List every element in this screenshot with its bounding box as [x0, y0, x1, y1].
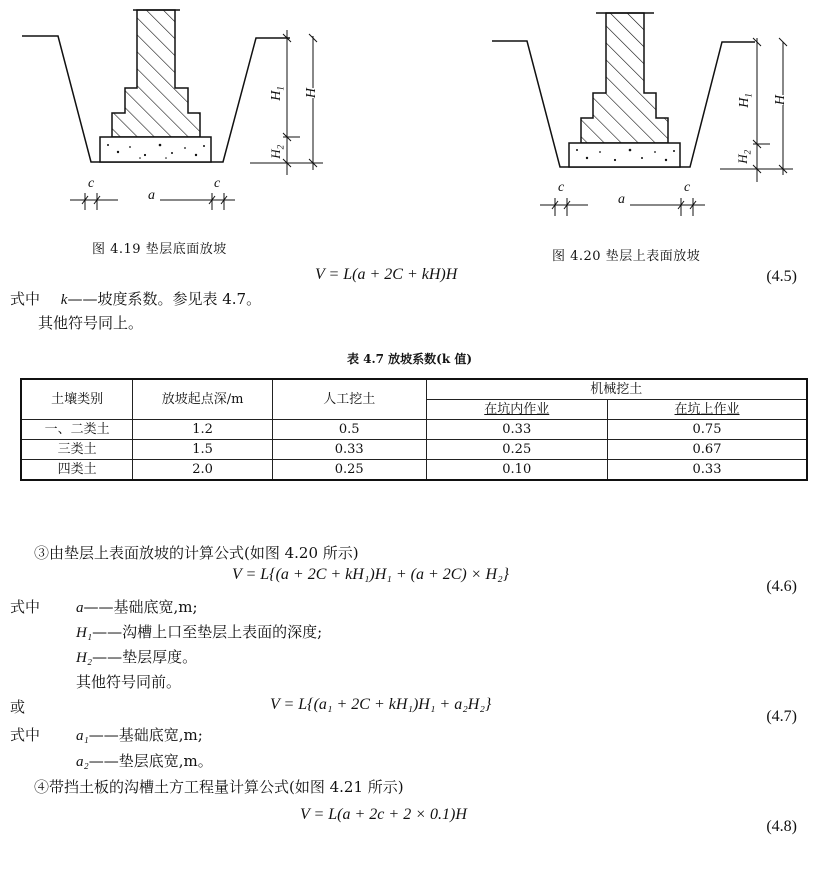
cell-soil: 三类土 [21, 440, 133, 460]
equation-4-7-number: (4.7) [766, 708, 797, 725]
table-4-7-title: 表 4.7 放坡系数(k 值) [346, 352, 473, 366]
table-header-row-1 [21, 379, 807, 400]
eq45-where-line [10, 288, 261, 309]
where-prefix: 式中 [10, 290, 41, 308]
fig420-label-h: H [773, 94, 789, 106]
table-row [21, 460, 807, 481]
def-a2: a₂——垫层底宽,m。 [76, 752, 213, 770]
fig419-label-c-right: c [214, 176, 221, 191]
figure-4-20-drawing [410, 0, 819, 230]
equation-4-8: V = L(a + 2c + 2 × 0.1)H [300, 806, 467, 823]
cell-on-pit: 0.75 [608, 420, 807, 440]
cell-manual: 0.5 [272, 420, 426, 440]
fig419-label-h2: $H_2$ [268, 144, 286, 159]
cell-in-pit: 0.25 [426, 440, 608, 460]
fig420-label-h2: $H_2$ [735, 149, 753, 164]
cell-soil: 一、二类土 [21, 420, 133, 440]
cell-depth: 2.0 [133, 460, 273, 481]
slope-coefficient-table [20, 378, 808, 481]
eq47-where-prefix: 式中 [10, 726, 41, 744]
def-h1: H₁——沟槽上口至垫层上表面的深度; [76, 623, 323, 641]
header-mechanical: 机械挖土 [426, 379, 807, 400]
fig419-label-c-left: c [88, 176, 95, 191]
cell-manual: 0.33 [272, 440, 426, 460]
cell-soil: 四类土 [21, 460, 133, 481]
cell-in-pit: 0.33 [426, 420, 608, 440]
fig419-label-a: a [148, 188, 155, 203]
fig420-label-c-left: c [558, 180, 565, 195]
cell-depth: 1.2 [133, 420, 273, 440]
cell-on-pit: 0.33 [608, 460, 807, 481]
def-h2: H₂——垫层厚度。 [76, 648, 198, 666]
def-a1: a₁——基础底宽,m; [76, 726, 203, 744]
figure-4-19-caption: 图 4.19 垫层底面放坡 [92, 242, 227, 257]
fig419-label-h: H [304, 87, 320, 99]
def-a: a——基础底宽,m; [76, 598, 198, 616]
fig420-label-h1: $H_1$ [736, 93, 754, 108]
header-start-depth: 放坡起点深/m [133, 379, 273, 420]
section-3-other-symbols: 其他符号同前。 [76, 673, 182, 691]
header-in-pit: 在坑内作业 [426, 400, 608, 420]
section-4-heading: ④带挡土板的沟槽土方工程量计算公式(如图 4.21 所示) [34, 778, 404, 796]
fig420-label-c-right: c [684, 180, 691, 195]
equation-4-5-number: (4.5) [766, 268, 797, 285]
cell-on-pit: 0.67 [608, 440, 807, 460]
equation-4-7: V = L{(a₁ + 2C + kH₁)H₁ + a₂H₂} [270, 696, 492, 713]
where-symbol-k: k [60, 292, 68, 308]
equation-4-6: V = L{(a + 2C + kH₁)H₁ + (a + 2C) × H₂} [232, 566, 510, 583]
cell-manual: 0.25 [272, 460, 426, 481]
cell-in-pit: 0.10 [426, 460, 608, 481]
header-manual: 人工挖土 [272, 379, 426, 420]
section-3-where-prefix: 式中 [10, 598, 41, 616]
fig420-label-a: a [618, 192, 625, 207]
fig419-label-h1: $H_1$ [268, 86, 286, 101]
header-soil-type: 土壤类别 [21, 379, 133, 420]
figure-4-19-drawing [0, 0, 410, 230]
section-3-heading: ③由垫层上表面放坡的计算公式(如图 4.20 所示) [34, 544, 359, 562]
table-row [21, 440, 807, 460]
or-prefix: 或 [10, 698, 26, 716]
cell-depth: 1.5 [133, 440, 273, 460]
eq45-other-symbols: 其他符号同上。 [38, 314, 144, 332]
header-on-pit: 在坑上作业 [608, 400, 807, 420]
equation-4-8-number: (4.8) [766, 818, 797, 835]
figure-4-20-caption: 图 4.20 垫层上表面放坡 [552, 249, 701, 264]
where-def-k: ——坡度系数。参见表 4.7。 [67, 290, 262, 308]
equation-4-5: V = L(a + 2C + kH)H [315, 266, 458, 283]
table-row [21, 420, 807, 440]
equation-4-6-number: (4.6) [766, 578, 797, 595]
